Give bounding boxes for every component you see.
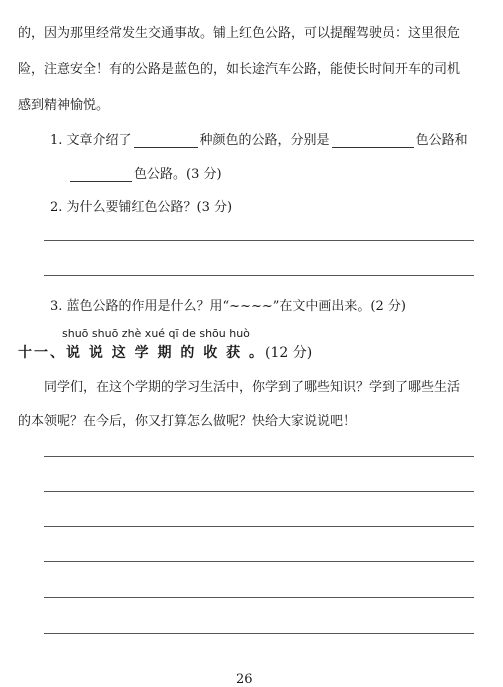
answer-line[interactable] (44, 561, 474, 562)
question-2: 2. 为什么要铺红色公路？(3 分) (50, 200, 233, 215)
answer-line[interactable] (44, 633, 474, 634)
answer-blank[interactable] (70, 180, 132, 182)
section-prompt: 同学们，在这个学期的学习生活中，你学到了哪些知识？学到了哪些生活 (44, 380, 461, 395)
question-1-prefix: 1. 文章介绍了 (50, 133, 132, 148)
answer-line[interactable] (44, 526, 474, 527)
answer-line[interactable] (44, 456, 474, 457)
answer-blank[interactable] (134, 146, 198, 148)
question-3: 3. 蓝色公路的作用是什么？用“~~~~”在文中画出来。(2 分) (50, 299, 406, 314)
passage-line: 的，因为那里经常发生交通事故。铺上红色公路，可以提醒驾驶员：这里很危 (18, 26, 461, 41)
section-prompt: 的本领呢？在今后，你又打算怎么做呢？快给大家说说吧！ (18, 414, 357, 429)
section-number: 十一、 (18, 345, 66, 361)
question-1-mid: 色公路和 (415, 133, 468, 148)
question-1 (50, 129, 468, 148)
pinyin-line: shuō shuō zhè xué qī de shōu huò (62, 327, 250, 340)
passage-line: 险，注意安全！有的公路是蓝色的，如长途汽车公路，能使长时间开车的司机 (18, 62, 461, 77)
section-heading (18, 342, 312, 362)
page-number: 26 (236, 672, 253, 687)
passage-line: 感到精神愉悦。 (18, 98, 110, 113)
answer-line[interactable] (44, 597, 474, 598)
answer-line[interactable] (44, 240, 474, 241)
answer-line[interactable] (44, 275, 474, 276)
answer-line[interactable] (44, 491, 474, 492)
question-1-mid: 种颜色的公路，分别是 (199, 133, 330, 148)
section-score: (12 分) (265, 345, 313, 361)
question-1-cont (68, 163, 222, 182)
question-1-end: 色公路。(3 分) (134, 167, 222, 182)
section-title: 说 说 这 学 期 的 收 获 。 (66, 345, 265, 361)
answer-blank[interactable] (332, 146, 414, 148)
